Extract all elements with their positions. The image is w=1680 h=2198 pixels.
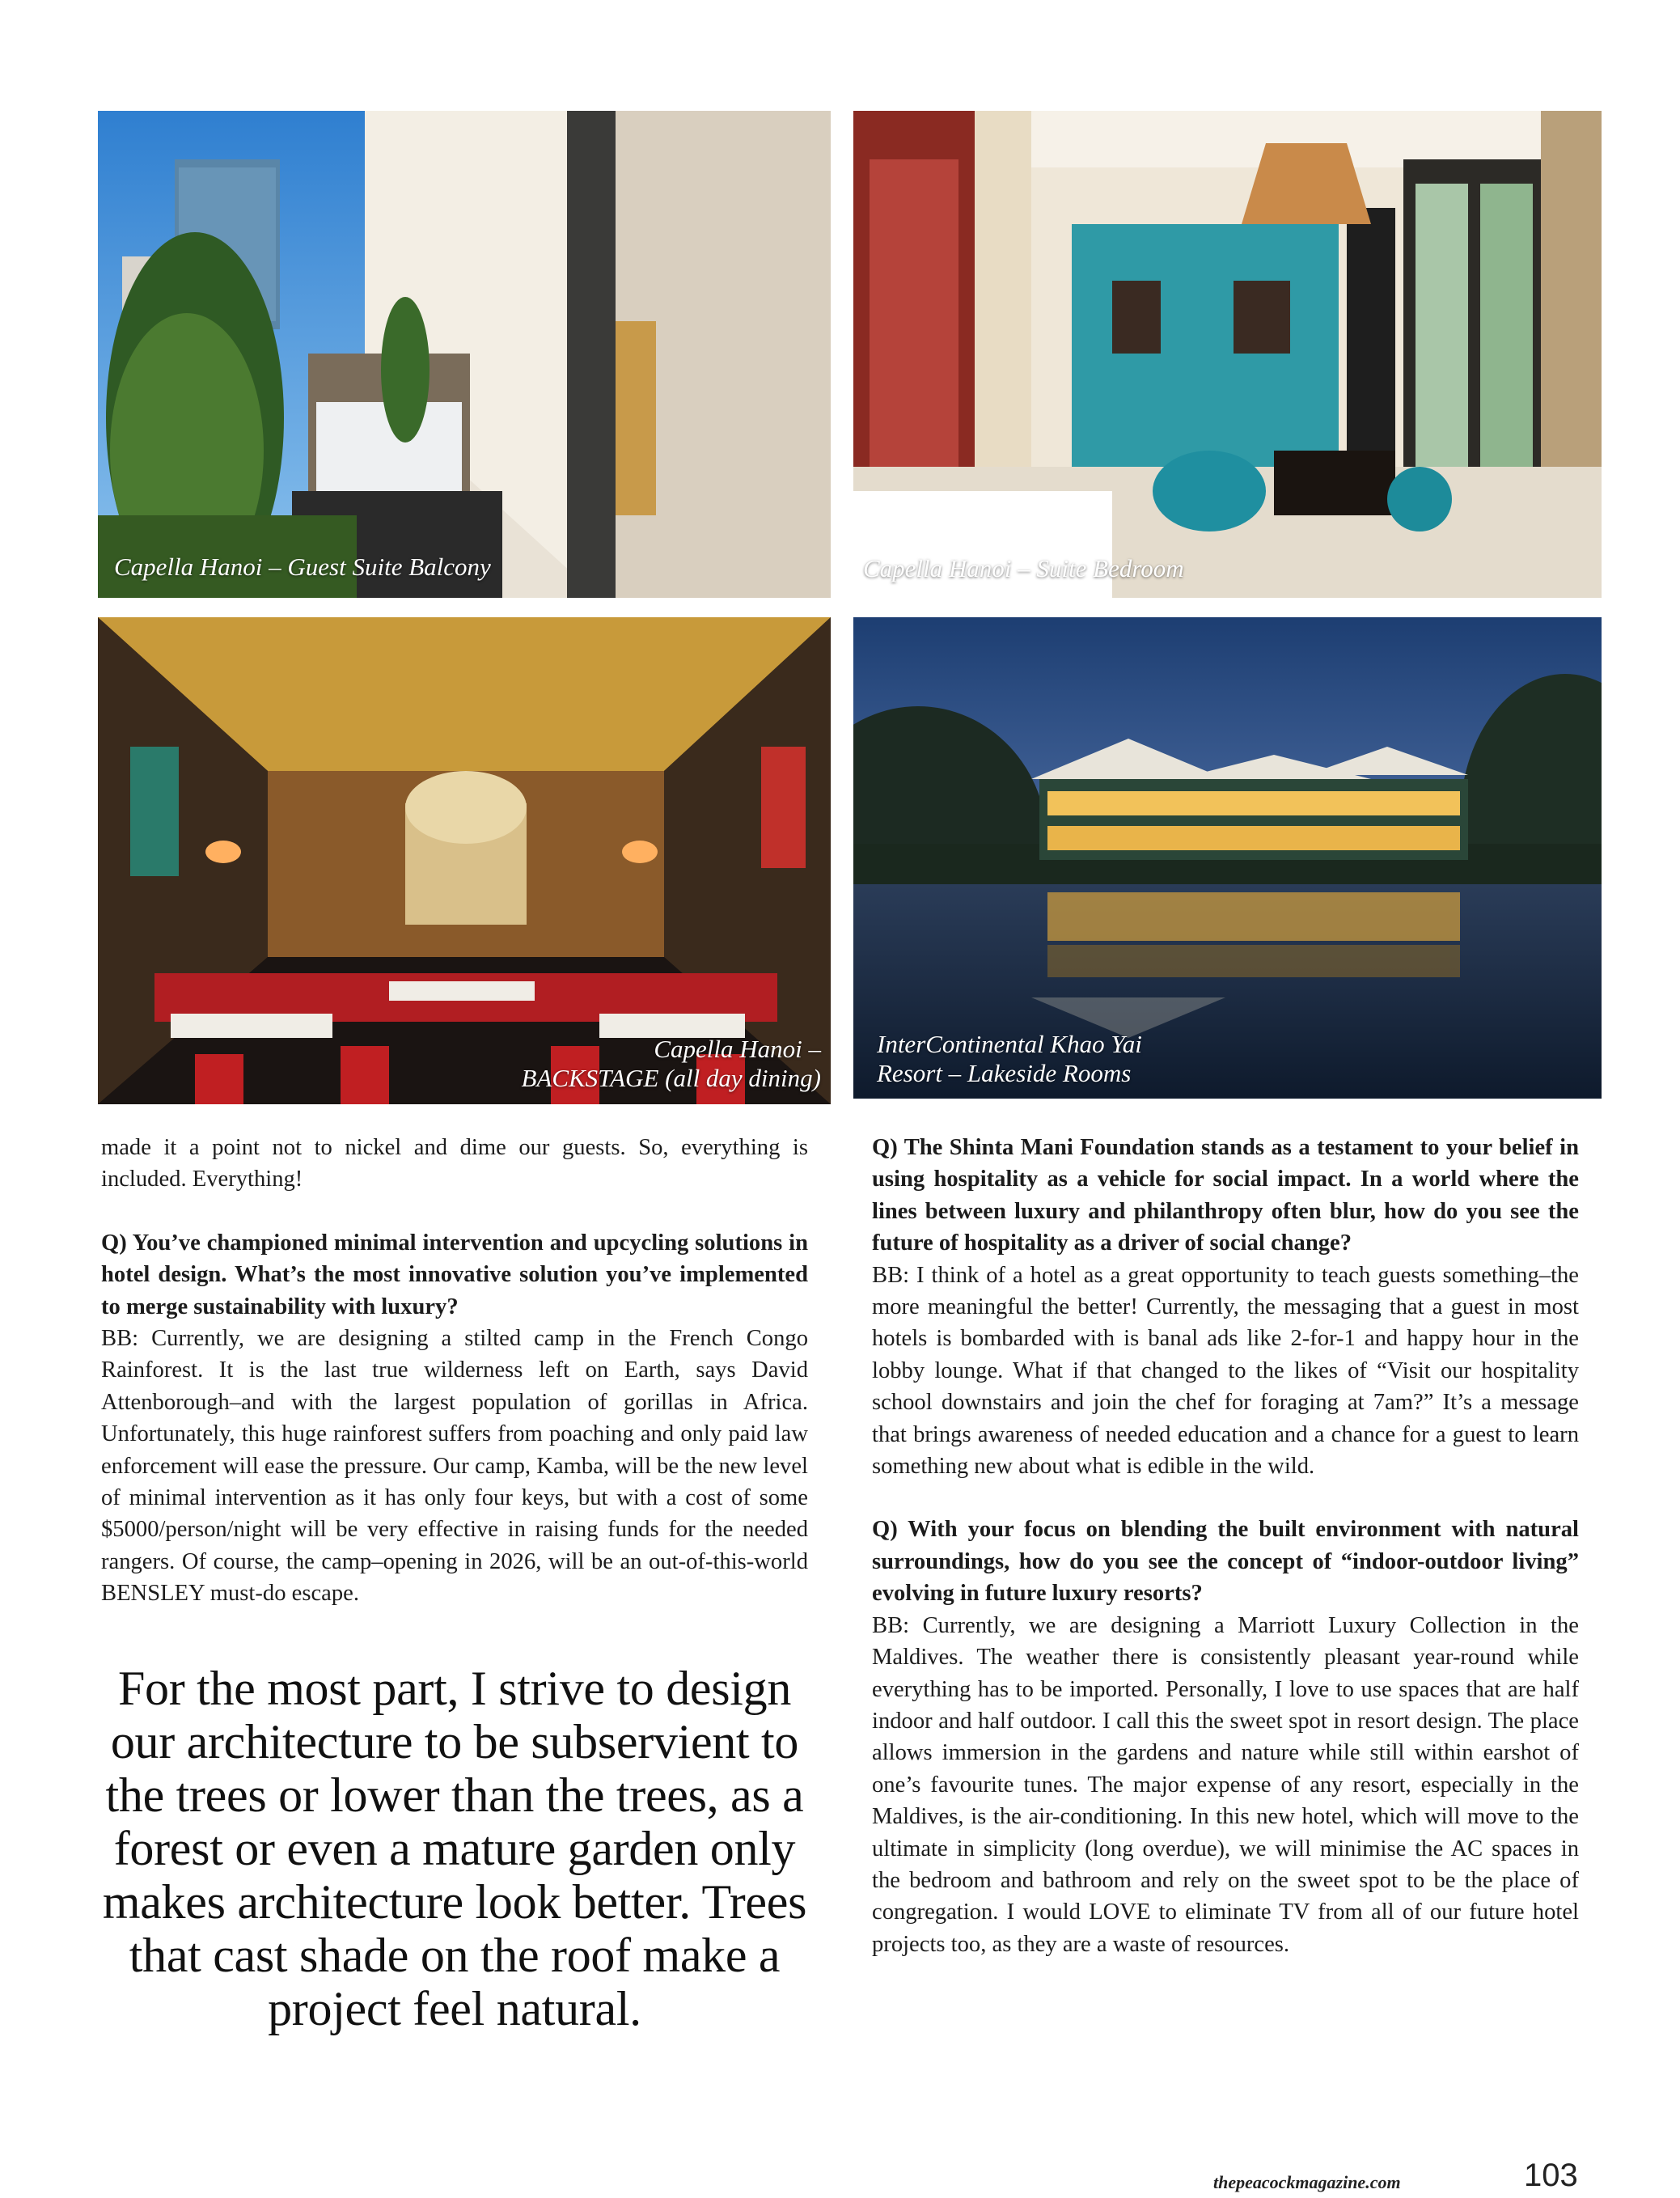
left-column	[101, 1132, 808, 1610]
right-question-1: Q) The Shinta Mani Foundation stands as a testament to your belief in using hospitality as a vehicle for social impact. In a world where the lines between luxury and philanthropy often blur, how do you see the future of hospitality as a driver of social change?	[872, 1135, 1579, 1256]
khaoyai-caption	[877, 1030, 1142, 1088]
suite-illustration	[853, 111, 1602, 598]
backstage-caption	[521, 1035, 821, 1093]
photo-backstage-dining	[98, 617, 831, 1104]
photo-guest-suite-balcony	[98, 111, 831, 598]
left-question: Q) You’ve championed minimal intervention and upcycling solutions in hotel design. What’s the most innovative solution you’ve implemented to merge sustainability with luxury?	[101, 1230, 808, 1319]
khaoyai-caption-line1: InterContinental Khao Yai	[877, 1030, 1142, 1058]
right-answer-2: BB: Currently, we are designing a Marriott Luxury Collection in the Maldives. The weather there is consistently pleasant year-round while everything has to be imported. Personally, I love to use spaces that are half indoor and half outdoor. I call this the sweet spot in resort design. The place allows immersion in the gardens and nature while still within earshot of one’s favourite tunes. The major expense of any resort, especially in the Maldives, is the air-conditioning. In this new hotel, which will move to the ultimate in simplicity (long overdue), we will minimise the AC spaces in the bedroom and bathroom and rely on the sweet spot to be the place of congregation. I would LOVE to eliminate TV from all of our future hotel projects too, as they are a waste of resources.	[872, 1612, 1579, 1957]
pull-quote: For the most part, I strive to design our architecture to be subservient to the trees or lower than the trees, as a forest or even a mature garden only makes architecture look better. Trees that cast shade on the roof make a project feel natural.	[102, 1662, 807, 2035]
photo-khao-yai-lakeside	[853, 617, 1602, 1099]
magazine-website: thepeacockmagazine.com	[1213, 2172, 1401, 2192]
khaoyai-illustration	[853, 617, 1602, 1099]
suite-caption: Capella Hanoi – Suite Bedroom	[863, 554, 1184, 582]
backstage-caption-line2: BACKSTAGE (all day dining)	[521, 1064, 821, 1092]
left-answer: BB: Currently, we are designing a stilted camp in the French Congo Rainforest. It is the last true wilderness left on Earth, says David Attenborough–and with the largest population of gorillas in Africa. Unfortunately, this huge rainforest suffers from poaching and only paid law enforcement will ease the pressure. Our camp, Kamba, will be the new level of minimal intervention as it has only four keys, but with a cost of some $5000/person/night will be very effective in raising funds for the needed rangers. Of course, the camp–opening in 2026, will be an out-of-this-world BENSLEY must-do escape.	[101, 1326, 808, 1607]
backstage-illustration	[98, 617, 831, 1104]
balcony-caption: Capella Hanoi – Guest Suite Balcony	[114, 553, 491, 581]
balcony-illustration	[98, 111, 831, 598]
right-column	[872, 1132, 1579, 1960]
page-number: 103	[1524, 2158, 1578, 2193]
photo-suite-bedroom	[853, 111, 1602, 598]
khaoyai-caption-line2: Resort – Lakeside Rooms	[877, 1059, 1132, 1087]
right-answer-1: BB: I think of a hotel as a great opportunity to teach guests something–the more meaningful the better! Currently, the messaging that a guest in most hotels is bombarded with is banal ads like 2-for-1 and happy hour in the lobby lounge. What if that changed to the likes of “Visit our hospitality school downstairs and join the chef for foraging at 7am?” It’s a message that brings awareness of needed education and a chance for a guest to learn something new about what is edible in the wild.	[872, 1262, 1579, 1480]
backstage-caption-line1: Capella Hanoi –	[654, 1035, 821, 1063]
right-question-2: Q) With your focus on blending the built environment with natural surroundings, how do you see the concept of “indoor-outdoor living” evolving in future luxury resorts?	[872, 1517, 1579, 1607]
left-intro: made it a point not to nickel and dime our guests. So, everything is included. Everything!	[101, 1135, 808, 1192]
